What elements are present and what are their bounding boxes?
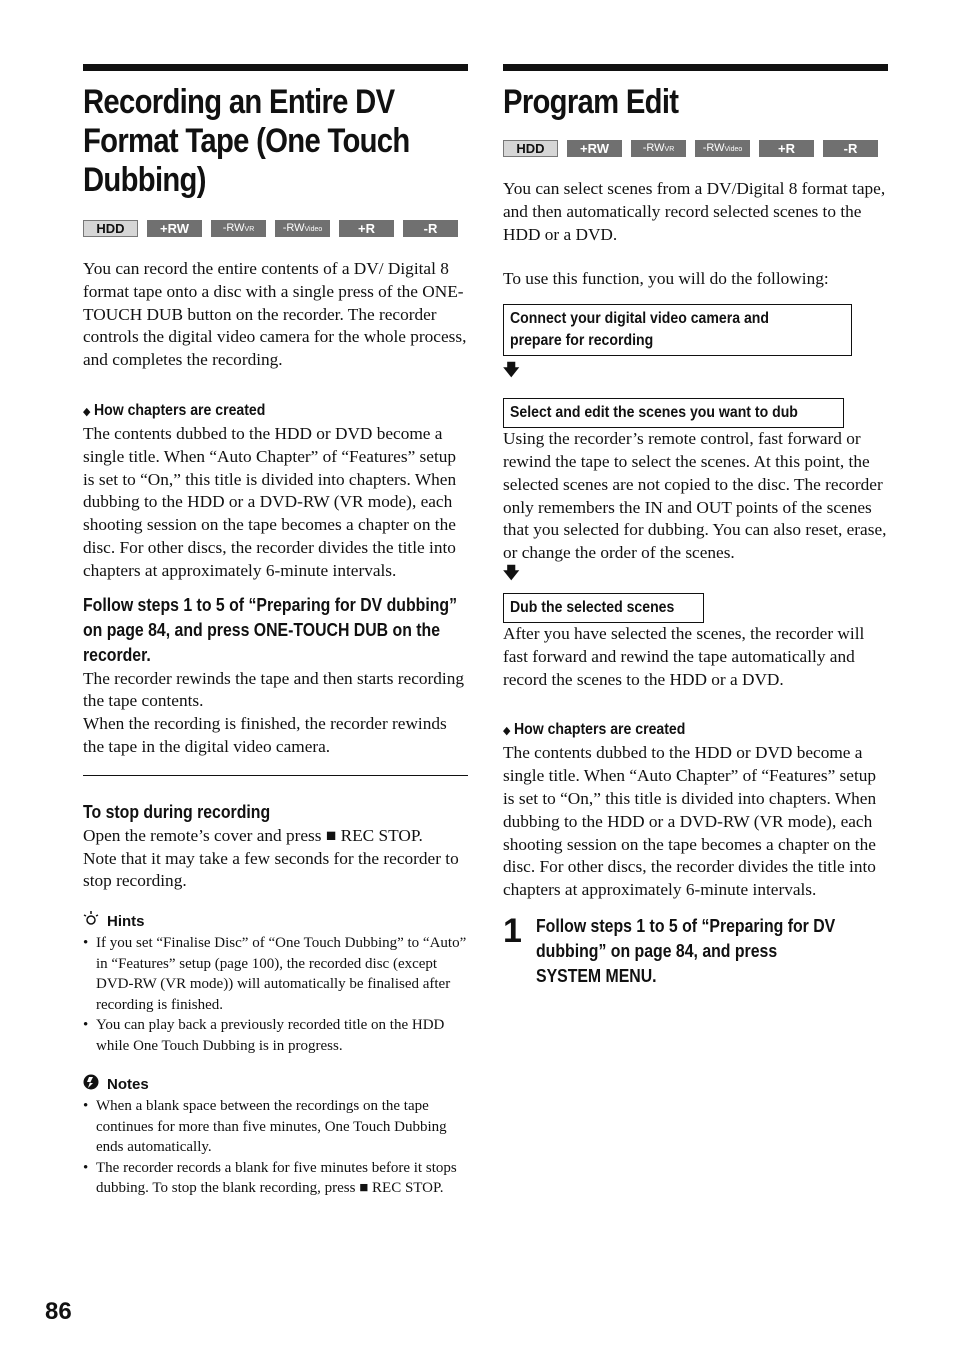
badge-plus-r: +R: [339, 220, 394, 237]
diamond-icon: ◆: [83, 405, 91, 418]
select-paragraph: Using the recorder’s remote control, fast forward or rewind the tape to select the scenes. At this point, the selected scenes are not copied to the disc. The recorder only remembers the IN and OUT points of the scenes that you selected for dubbing. You can also reset, erase, or change the order of the scenes.: [503, 429, 887, 563]
intro-paragraph: You can record the entire contents of a DV/ Digital 8 format tape onto a disc with a single press of the ONE-TOUCH DUB button on the recorder. The recorder controls the digital video camera for the whole process, and completes the recording.: [83, 259, 467, 370]
diamond-icon: ◆: [503, 725, 511, 738]
lightbulb-icon: [83, 911, 99, 931]
badge-plus-rw: +RW: [567, 140, 622, 157]
disc-badges: [83, 220, 468, 237]
step-box-select: Select and edit the scenes you want to dub: [503, 398, 844, 428]
left-column: [83, 64, 468, 1199]
stop-paragraph-2: Note that it may take a few seconds for the recorder to stop recording.: [83, 848, 459, 891]
list-item: • The recorder records a blank for five minutes before it stops dubbing. To stop the blank recording, press ■ REC STOP.: [83, 1158, 468, 1199]
chapters-heading: ◆ How chapters are created: [83, 401, 266, 419]
title-rule: [503, 64, 888, 71]
badge-minus-rw-vr: -RWVR: [631, 140, 686, 157]
badge-minus-rw-video: -RWVideo: [275, 220, 330, 237]
badge-plus-r: +R: [759, 140, 814, 157]
follow-paragraph-1: The recorder rewinds the tape and then starts recording the tape contents.: [83, 668, 464, 711]
down-arrow-icon: 🡇: [503, 564, 520, 582]
notes-heading: Notes: [83, 1074, 468, 1094]
down-arrow-icon: 🡇: [503, 362, 520, 380]
notes-list: [83, 1096, 468, 1199]
hints-heading: Hints: [83, 911, 468, 931]
dub-paragraph: After you have selected the scenes, the recorder will fast forward and rewind the tape automatically and record the scenes to the HDD or a DVD.: [503, 623, 865, 689]
step-1: [503, 911, 888, 989]
hints-list: [83, 933, 468, 1056]
list-item: • If you set “Finalise Disc” of “One Touch Dubbing” to “Auto” in “Features” setup (page 100), the recorded disc (except DVD-RW (VR mode)) will automatically be finalised after recording is finished.: [83, 933, 468, 1015]
section-title: Recording an Entire DV Format Tape (One Touch Dubbing): [83, 83, 410, 199]
step-text: Follow steps 1 to 5 of “Preparing for DV dubbing” on page 84, and press SYSTEM MENU.: [535, 915, 836, 986]
step-number: 1: [503, 911, 522, 950]
intro-paragraph: You can select scenes from a DV/Digital 8 format tape, and then automatically record selected scenes to the HDD or a DVD.: [503, 179, 886, 244]
badge-hdd: HDD: [83, 220, 138, 237]
chapters-paragraph: The contents dubbed to the HDD or DVD become a single title. When “Auto Chapter” of “Features” setup is set to “On,” this title is divided into chapters. When dubbing to the HDD or a DVD-RW (VR mode), each shooting session on the tape becomes a chapter on the disc. For other discs, the recorder divides the title into chapters at approximately 6-minute intervals.: [503, 743, 877, 900]
follow-paragraph-2: When the recording is finished, the recorder rewinds the tape in the digital video camera.: [83, 714, 447, 756]
step-box-connect: Connect your digital video camera and prepare for recording: [503, 304, 852, 356]
warning-icon: [83, 1074, 99, 1094]
stop-paragraph-1: Open the remote’s cover and press ■ REC STOP.: [83, 825, 423, 845]
badge-minus-r: -R: [823, 140, 878, 157]
stop-heading: To stop during recording: [83, 801, 271, 822]
badge-minus-r: -R: [403, 220, 458, 237]
chapters-heading: ◆ How chapters are created: [503, 721, 686, 739]
right-column: [503, 64, 888, 989]
title-rule: [83, 64, 468, 71]
badge-hdd: HDD: [503, 140, 558, 157]
list-item: • When a blank space between the recordings on the tape continues for more than five minutes, One Touch Dubbing ends automatically.: [83, 1096, 468, 1158]
intro-paragraph-2: To use this function, you will do the following:: [503, 269, 829, 289]
list-item: • You can play back a previously recorded title on the HDD while One Touch Dubbing is in progress.: [83, 1015, 468, 1056]
chapters-paragraph: The contents dubbed to the HDD or DVD become a single title. When “Auto Chapter” of “Features” setup is set to “On,” this title is divided into chapters. When dubbing to the HDD or a DVD-RW (VR mode), each shooting session on the tape becomes a chapter on the disc. For other discs, the recorder divides the title into chapters at approximately 6-minute intervals.: [83, 423, 457, 580]
disc-badges: [503, 140, 888, 157]
section-title: Program Edit: [503, 83, 679, 121]
page-number: 86: [45, 1298, 72, 1325]
section-divider: [83, 775, 468, 776]
step-box-dub: Dub the selected scenes: [503, 593, 704, 623]
badge-plus-rw: +RW: [147, 220, 202, 237]
badge-minus-rw-vr: -RWVR: [211, 220, 266, 237]
badge-minus-rw-video: -RWVideo: [695, 140, 750, 157]
follow-steps-heading: Follow steps 1 to 5 of “Preparing for DV dubbing” on page 84, and press ONE-TOUCH DUB on the recorder.: [83, 594, 458, 665]
